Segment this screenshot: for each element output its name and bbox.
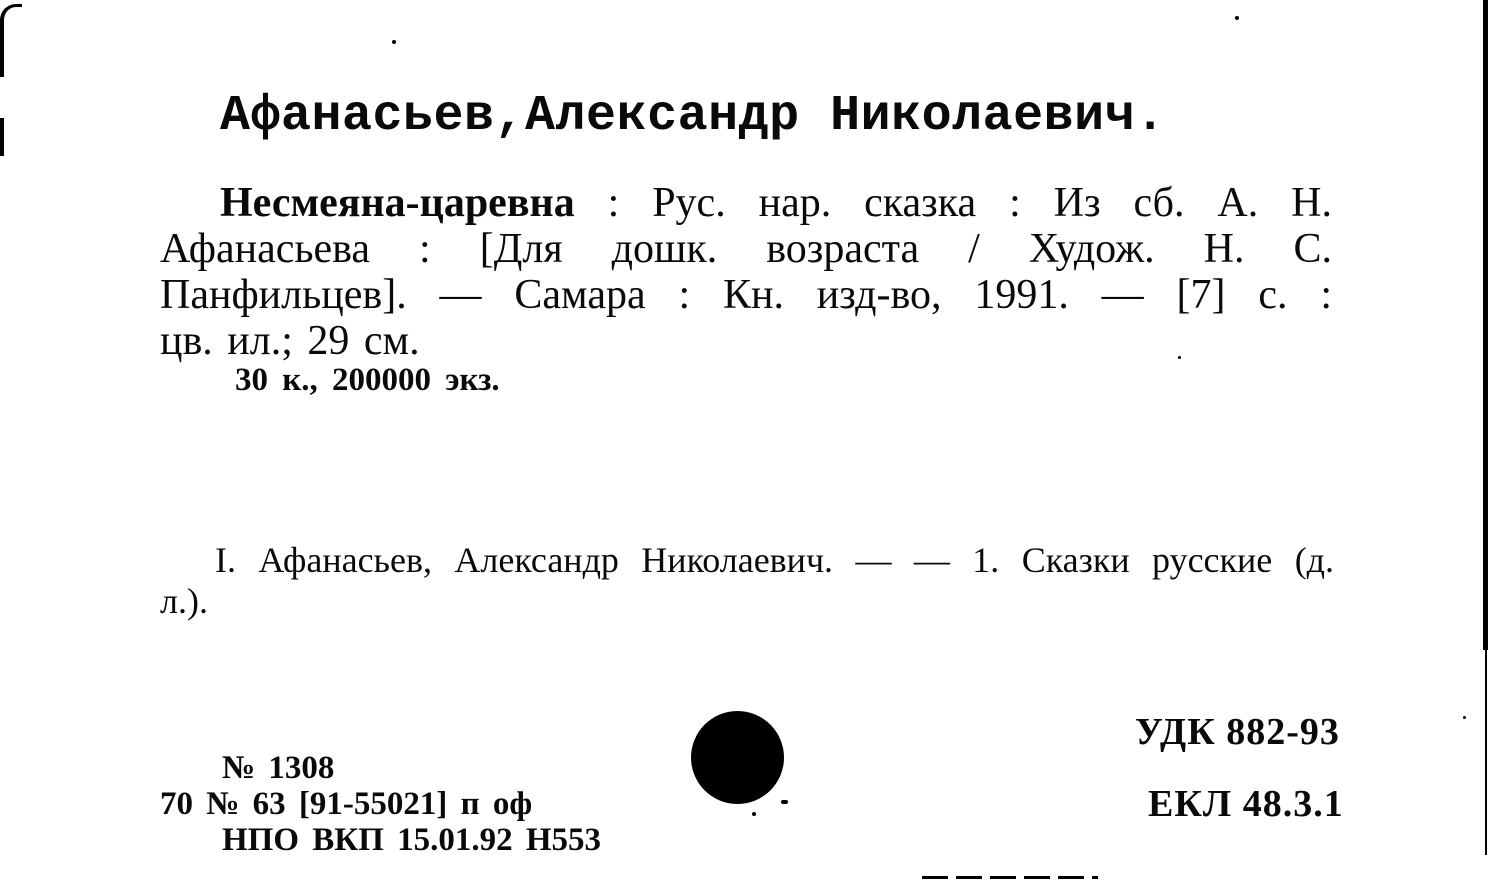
bib-line-1-rest: : Рус. нар. сказка : Из сб. А. Н. [574, 180, 1332, 226]
tracing-block [160, 540, 1334, 622]
noise-speck [392, 40, 396, 44]
bib-line-3: Панфильцев]. — Самара : Кн. изд-во, 1991. — [7] с. : [160, 272, 1332, 318]
bibliographic-description [160, 180, 1332, 364]
udc-index: УДК 882-93 [1135, 711, 1340, 753]
order-number: 70 № 63 [91-55021] п оф [160, 786, 533, 822]
noise-speck [1178, 356, 1181, 359]
price-and-print-run: 30 к., 200000 экз. [235, 362, 500, 398]
scan-edge-right-lower [1485, 650, 1487, 855]
scan-edge-bottom [922, 876, 1098, 879]
scan-edge-top-left [0, 4, 22, 77]
noise-speck [1235, 16, 1239, 20]
scan-edge-left-tick [0, 118, 4, 156]
card-number: № 1308 [222, 750, 335, 786]
author-heading: Афанасьев,Александр Николаевич. [220, 88, 1166, 145]
scan-edge-right [1483, 0, 1488, 650]
noise-speck [781, 800, 788, 804]
bib-line-2: Афанасьева : [Для дошк. возраста / Худож. Н. С. [160, 226, 1332, 272]
card-number-block [160, 750, 601, 858]
bib-line-4: цв. ил.; 29 см. [160, 318, 420, 364]
tracing-line-2: л.). [160, 581, 208, 621]
noise-speck [1463, 716, 1466, 719]
bib-line-1 [160, 180, 1332, 226]
book-title: Несмеяна-царевна [220, 180, 575, 226]
printer-imprint: НПО ВКП 15.01.92 Н553 [222, 822, 602, 858]
ekl-index: ЕКЛ 48.3.1 [1148, 783, 1344, 825]
noise-speck [752, 812, 756, 816]
punch-hole [691, 711, 784, 804]
tracing-line-1: I. Афанасьев, Александр Николаевич. — — 1. Сказки русские (д. [215, 540, 1334, 580]
